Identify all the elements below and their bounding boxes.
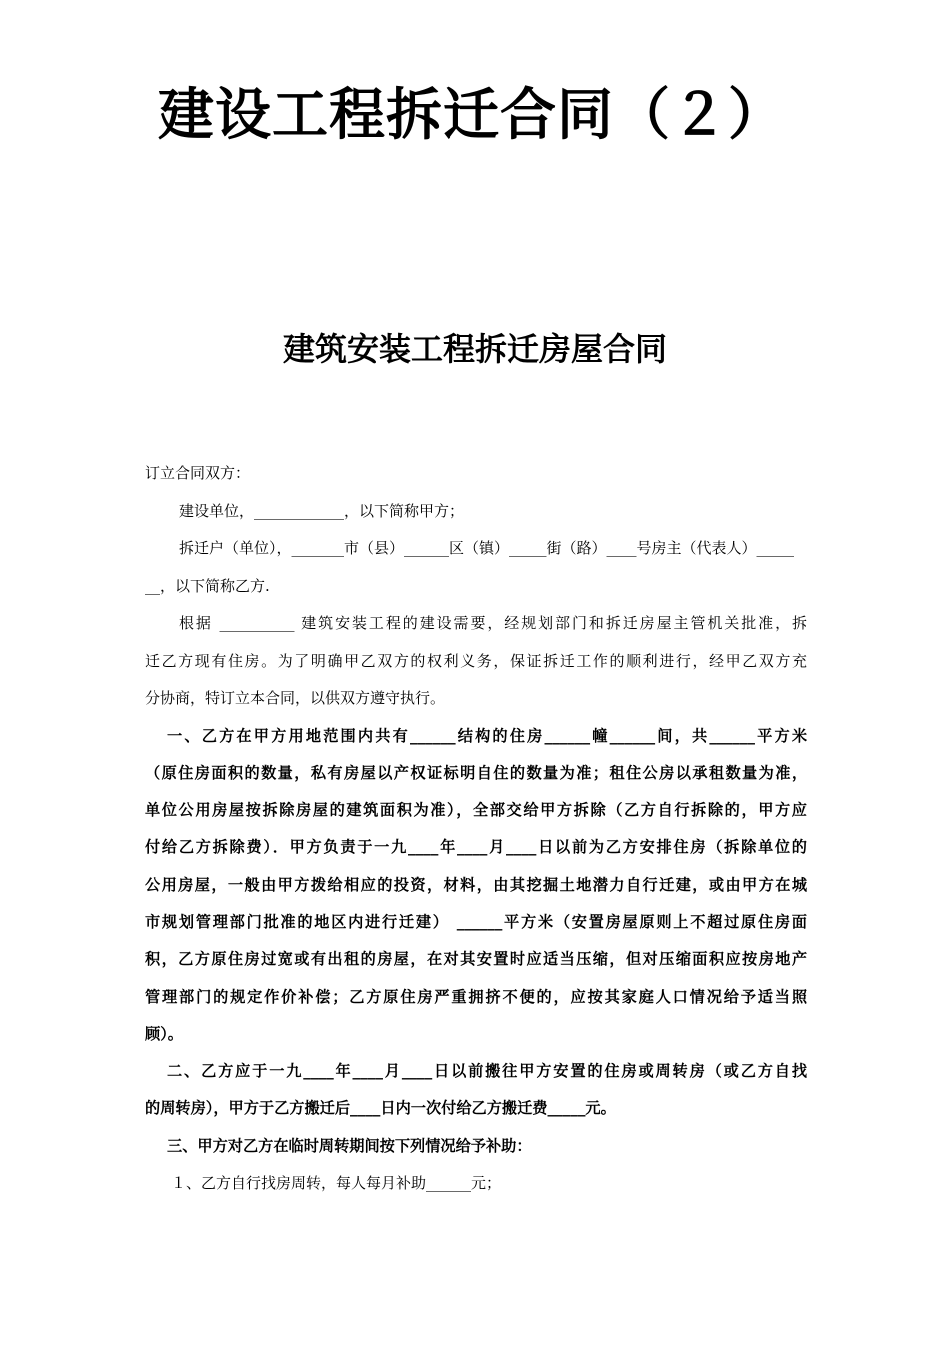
article1-line-7: 积，乙方原住房过宽或有出租的房屋，在对其安置时应适当压缩，但对压缩面积应按房地产: [145, 950, 807, 969]
party-b-line: 拆迁户（单位），_______市（县）______区（镇）_____街（路）____号房主（代表人）_____: [179, 539, 795, 557]
article3-heading: 三、甲方对乙方在临时周转期间按下列情况给予补助：: [167, 1136, 532, 1155]
article1-line-4: 付给乙方拆除费）．甲方负责于一九____年____月____日以前为乙方安排住房（拆除单位的: [145, 838, 807, 857]
main-title: 建设工程拆迁合同（２）: [158, 83, 785, 148]
party-b-line-cont: __，以下简称乙方.: [145, 576, 270, 595]
article3-item-1: １、乙方自行找房周转，每人每月补助______元；: [171, 1174, 502, 1193]
sub-title: 建筑安装工程拆迁房屋合同: [282, 330, 667, 368]
article1-line-8: 管理部门的规定作价补偿；乙方原住房严重拥挤不便的，应按其家庭人口情况给予适当照: [145, 987, 807, 1006]
preamble-line-2: 迁乙方现有住房。为了明确甲乙双方的权利义务，保证拆迁工作的顺利进行，经甲乙双方充: [145, 651, 807, 670]
article1-line-2: （原住房面积的数量，私有房屋以产权证标明自住的数量为准；租住公房以承租数量为准，: [145, 763, 807, 782]
article1-line-9: 顾）。: [145, 1024, 183, 1043]
article1-line-6: 市规划管理部门批准的地区内进行迁建） ______平方米（安置房屋原则上不超过原住房面: [145, 912, 807, 931]
parties-heading: 订立合同双方：: [145, 464, 251, 482]
preamble-line-3: 分协商，特订立本合同，以供双方遵守执行。: [145, 689, 446, 707]
contract-body: [145, 458, 807, 1206]
article2-line-1: 二、乙方应于一九____年____月____日以前搬往甲方安置的住房或周转房（或乙方自找: [167, 1062, 807, 1081]
article1-line-1: 一、乙方在甲方用地范围内共有______结构的住房______幢______间，共______平方米: [167, 726, 807, 745]
article1-line-3: 单位公用房屋按拆除房屋的建筑面积为准），全部交给甲方拆除（乙方自行拆除的，甲方应: [145, 801, 807, 820]
article2-line-2: 的周转房），甲方于乙方搬迁后____日内一次付给乙方搬迁费_____元。: [145, 1099, 616, 1118]
party-a-line: 建设单位，____________，以下简称甲方；: [179, 501, 465, 520]
article1-line-5: 公用房屋，一般由甲方拨给相应的投资，材料，由其挖掘土地潜力自行迁建，或由甲方在城: [145, 875, 807, 894]
preamble-line-1: 根据 __________ 建筑安装工程的建设需要，经规划部门和拆迁房屋主管机关批准，拆: [179, 614, 807, 632]
